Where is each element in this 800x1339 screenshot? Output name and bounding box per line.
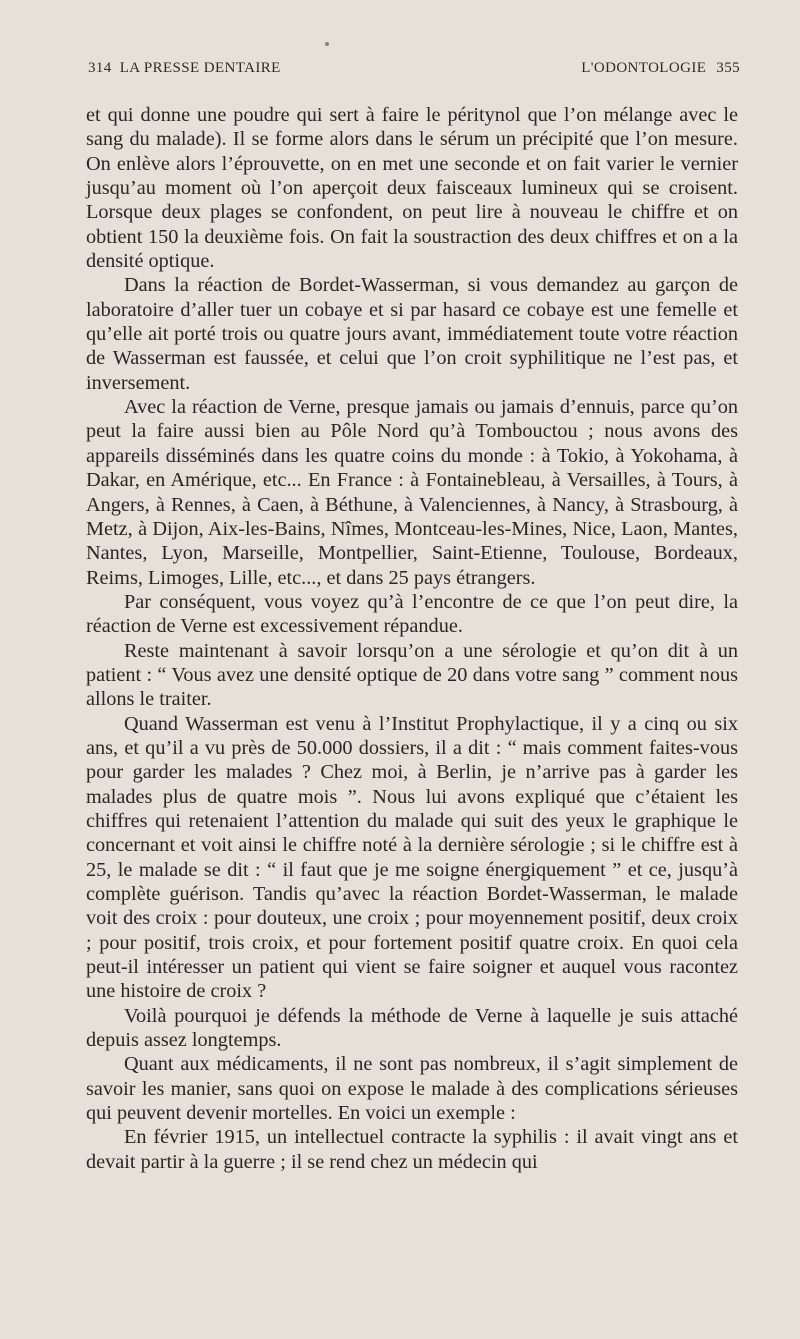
header-left <box>88 60 281 77</box>
right-page-number: 355 <box>716 60 740 76</box>
left-page-number: 314 <box>88 60 112 76</box>
paragraph: Par conséquent, vous voyez qu’à l’encontre de ce que l’on peut dire, la réaction de Verne est excessivement répandue. <box>86 590 738 638</box>
paragraph: En février 1915, un intellectuel contracte la syphilis : il avait vingt ans et devait partir à la guerre ; il se rend chez un médecin qui <box>86 1126 738 1173</box>
paragraph: Quand Wasserman est venu à l’Institut Prophylactique, il y a cinq ou six ans, et qu’il a vu près de 50.000 dossiers, il a dit : “ mais comment faites-vous pour garder les malades ? Chez moi, à Berlin, je n’arrive pas à garder les malades plus de quatre mois ”. Nous lui avons expliqué que c’étaient les chiffres qui retenaient l’attention du malade qui suit des yeux le graphique le concernant et voit ainsi le chiffre noté à la dernière sérologie ; si le chiffre est à 25, le malade se dit : “ il faut que je me soigne énergiquement ” et ce, jusqu’à complète guérison. Tandis qu’avec la réaction Bordet-Wasserman, le malade voit des croix : pour douteux, une croix ; pour moyennement positif, deux croix ; pour positif, trois croix, et pour fortement positif quatre croix. En quoi cela peut-il intéresser un patient qui vient se faire soigner et auquel vous racontez une histoire de croix ? <box>86 712 738 1003</box>
paragraph: Avec la réaction de Verne, presque jamais ou jamais d’ennuis, parce qu’on peut la faire aussi bien au Pôle Nord qu’à Tombouctou ; nous avons des appareils disséminés dans les quatre coins du monde : à Tokio, à Yokohama, à Dakar, en Amérique, etc... En France : à Fontainebleau, à Versailles, à Tours, à Angers, à Rennes, à Caen, à Béthune, à Valenciennes, à Nancy, à Strasbourg, à Metz, à Dijon, Aix-les-Bains, Nîmes, Montceau-les-Mines, Nice, Laon, Mantes, Nantes, Lyon, Marseille, Montpellier, Saint-Etienne, Toulouse, Bordeaux, Reims, Limoges, Lille, etc..., et dans 25 pays étrangers. <box>86 396 738 589</box>
paragraph: Dans la réaction de Bordet-Wasserman, si vous demandez au garçon de laboratoire d’aller tuer un cobaye et si par hasard ce cobaye est une femelle et qu’elle ait porté trois ou quatre jours avant, immédiatement toute votre réaction de Wasserman est faussée, et celui que l’on croit syphilitique ne l’est pas, et inversement. <box>86 274 738 394</box>
paragraph: Voilà pourquoi je défends la méthode de Verne à laquelle je suis attaché depuis assez longtemps. <box>86 1004 738 1052</box>
paragraph: Quant aux médicaments, il ne sont pas nombreux, il s’agit simplement de savoir les manier, sans quoi on expose le malade à des complications sérieuses qui peuvent devenir mortelles. En voici un exemple : <box>86 1053 738 1125</box>
paragraph: et qui donne une poudre qui sert à faire le péritynol que l’on mélange avec le sang du malade). Il se forme alors dans le sérum un précipité que l’on mesure. On enlève alors l’éprouvette, on en met une seconde et on fait varier le vernier jusqu’au moment où l’on aperçoit deux faisceaux lumineux qui se croisent. Lorsque deux plages se confondent, on peut lire à nouveau le chiffre et on obtient 150 la deuxième fois. On fait la soustraction des deux chiffres et on a la densité optique. <box>86 104 738 273</box>
right-journal-title: L'ODONTOLOGIE <box>581 60 707 76</box>
header-right <box>581 60 740 77</box>
left-journal-title: LA PRESSE DENTAIRE <box>119 60 281 76</box>
paragraph: Reste maintenant à savoir lorsqu’on a une sérologie et qu’on dit à un patient : “ Vous avez une densité optique de 20 dans votre sang ” comment nous allons le traiter. <box>86 639 738 711</box>
body-text <box>86 103 738 1174</box>
running-header <box>88 60 740 82</box>
print-speck <box>325 42 329 46</box>
